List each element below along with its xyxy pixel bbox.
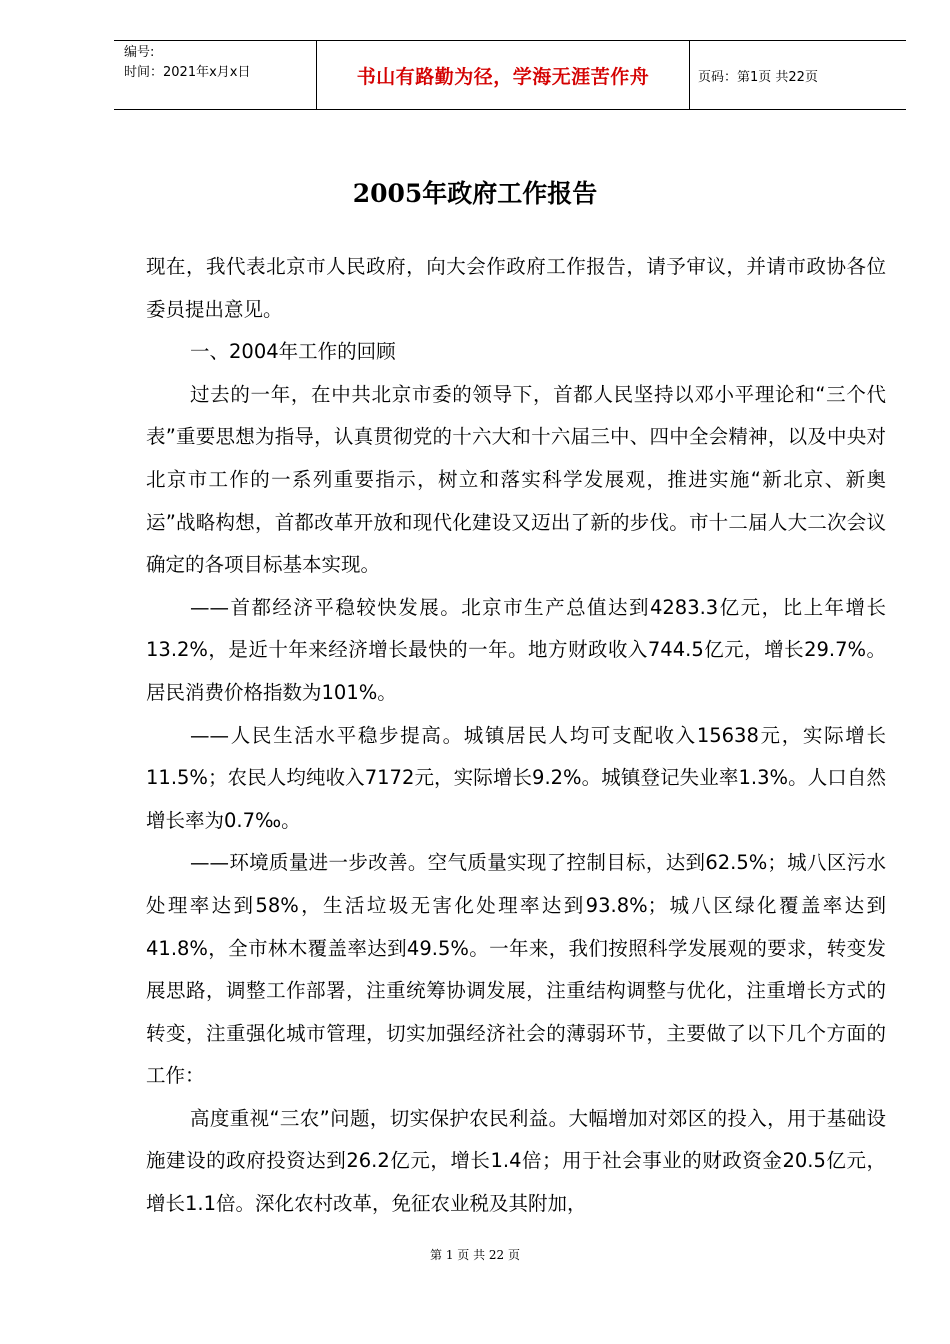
paragraph: 现在，我代表北京市人民政府，向大会作政府工作报告，请予审议，并请市政协各位委员提出意见。 [146, 255, 886, 321]
paragraph: ——人民生活水平稳步提高。城镇居民人均可支配收入15638元，实际增长11.5%；农民人均纯收入7172元，实际增长9.2%。城镇登记失业率1.3%。人口自然增长率为0.7‰。 [146, 723, 886, 832]
serial-label: 编号: [124, 45, 155, 60]
document-body [146, 246, 886, 1226]
header-motto: 书山有路勤为径，学海无涯苦作舟 [356, 65, 650, 88]
paragraph: ——首都经济平稳较快发展。北京市生产总值达到4283.3亿元，比上年增长13.2%，是近十年来经济增长最快的一年。地方财政收入744.5亿元，增长29.7%。居民消费价格指数为101%。 [146, 595, 886, 704]
paragraph: ——环境质量进一步改善。空气质量实现了控制目标，达到62.5%；城八区污水处理率达到58%，生活垃圾无害化处理率达到93.8%；城八区绿化覆盖率达到41.8%，全市林木覆盖率达到49.5%。一年来，我们按照科学发展观的要求，转变发展思路，调整工作部署，注重统筹协调发展，注重结构调整与优化，注重增长方式的转变，注重强化城市管理，切实加强经济社会的薄弱环节，主要做了以下几个方面的工作： [146, 851, 886, 1088]
header-divider [689, 41, 690, 109]
header-meta [124, 43, 250, 83]
page-header [114, 40, 906, 110]
document-title: 2005年政府工作报告 [352, 179, 598, 208]
paragraph: 高度重视“三农”问题，切实保护农民利益。大幅增加对郊区的投入，用于基础设施建设的政府投资达到26.2亿元，增长1.4倍；用于社会事业的财政资金20.5亿元，增长1.1倍。深化农村改革，免征农业税及其附加， [146, 1106, 886, 1216]
paragraph: 过去的一年，在中共北京市委的领导下，首都人民坚持以邓小平理论和“三个代表”重要思想为指导，认真贯彻党的十六大和十六届三中、四中全会精神，以及中央对北京市工作的一系列重要指示，树立和落实科学发展观，推进实施“新北京、新奥运”战略构想，首都改革开放和现代化建设又迈出了新的步伐。市十二届人大二次会议确定的各项目标基本实现。 [146, 382, 886, 577]
time-label: 时间：2021年x月x日 [124, 65, 251, 80]
header-page-info: 页码：第1页 共22页 [698, 69, 818, 85]
section-heading: 一、2004年工作的回顾 [190, 340, 396, 364]
page-footer: 第 1 页 共 22 页 [430, 1248, 520, 1262]
